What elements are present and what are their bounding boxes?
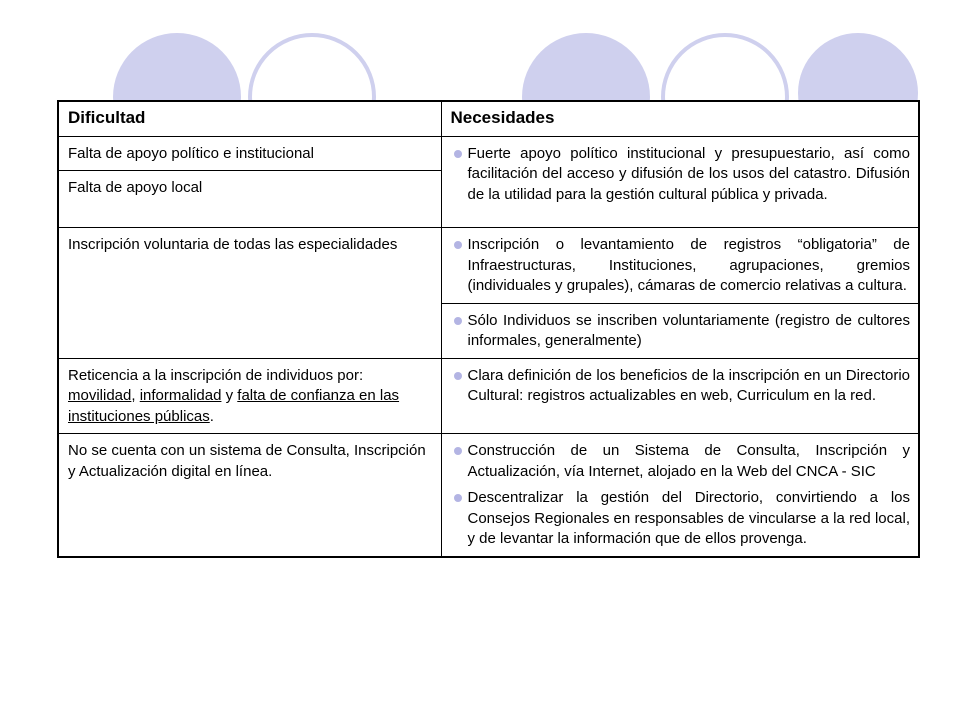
difficulty-cell bbox=[58, 358, 441, 434]
header-necesidades: Necesidades bbox=[441, 101, 919, 136]
bullet-icon bbox=[454, 150, 462, 158]
difficulty-cell: Falta de apoyo político e institucional bbox=[58, 136, 441, 171]
need-item bbox=[454, 235, 911, 297]
need-item bbox=[454, 441, 911, 482]
bullet-icon bbox=[454, 241, 462, 249]
table-row bbox=[58, 228, 919, 304]
table-row bbox=[58, 136, 919, 171]
needs-cell bbox=[441, 136, 919, 228]
needs-cell bbox=[441, 358, 919, 434]
difficulty-cell: Falta de apoyo local bbox=[58, 171, 441, 228]
table-header-row bbox=[58, 101, 919, 136]
needs-cell bbox=[441, 303, 919, 358]
difficulty-cell: Inscripción voluntaria de todas las especialidades bbox=[58, 228, 441, 359]
difficulty-text: . bbox=[209, 407, 214, 425]
underlined-term: falta de confianza en las instituciones públicas bbox=[68, 387, 400, 425]
difficulty-text: y bbox=[221, 387, 238, 404]
need-item bbox=[454, 144, 911, 206]
need-text: Clara definición de los beneficios de la inscripción en un Directorio Cultural: registros actualizables en web, Curriculum en la red. bbox=[467, 366, 910, 404]
difficulty-cell: No se cuenta con un sistema de Consulta, Inscripción y Actualización digital en línea. bbox=[58, 434, 441, 557]
table-row bbox=[58, 434, 919, 557]
need-text: Construcción de un Sistema de Consulta, Inscripción y Actualización, vía Internet, alojado en la Web del CNCA - SIC bbox=[467, 442, 910, 480]
bullet-icon bbox=[454, 372, 462, 380]
table-row bbox=[58, 358, 919, 434]
bullet-icon bbox=[454, 494, 462, 502]
bullet-icon bbox=[454, 447, 462, 455]
need-item bbox=[454, 311, 911, 352]
needs-cell bbox=[441, 228, 919, 304]
underlined-term: informalidad bbox=[139, 387, 222, 404]
bullet-icon bbox=[454, 317, 462, 325]
need-item bbox=[454, 488, 911, 550]
difficulty-text: , bbox=[131, 387, 140, 404]
need-item bbox=[454, 366, 911, 407]
header-dificultad: Dificultad bbox=[58, 101, 441, 136]
difficulties-needs-table bbox=[57, 100, 920, 558]
needs-cell bbox=[441, 434, 919, 557]
underlined-term: movilidad bbox=[68, 387, 132, 404]
need-text: Fuerte apoyo político institucional y presupuestario, así como facilitación del acceso y difusión de los usos del catastro. Difusión de la utilidad para la gestión cultural pública y privada. bbox=[467, 144, 910, 203]
difficulty-text: Reticencia a la inscripción de individuos por: bbox=[68, 366, 364, 384]
need-text: Sólo Individuos se inscriben voluntariamente (registro de cultores informales, generalmente) bbox=[467, 311, 910, 349]
need-text: Inscripción o levantamiento de registros “obligatoria” de Infraestructuras, Instituciones, agrupaciones, gremios (individuales y grupales), cámaras de comercio relativas a cultura. bbox=[467, 236, 910, 294]
need-text: Descentralizar la gestión del Directorio, convirtiendo a los Consejos Regionales en responsables de vincularse a la red local, y de levantar la información que de ellos provenga. bbox=[467, 489, 910, 547]
